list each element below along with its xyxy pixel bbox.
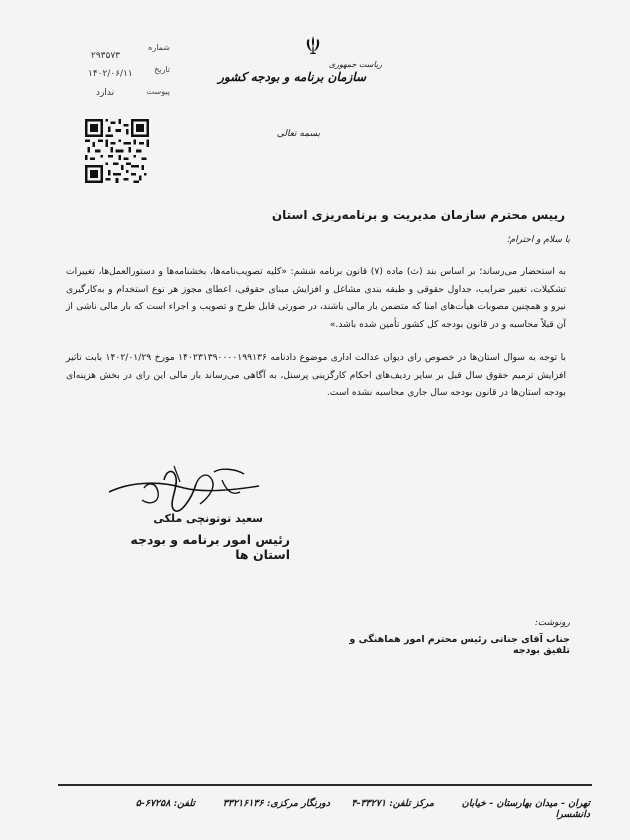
date-label: تاریخ (154, 65, 170, 74)
body-paragraph-1: به استحضار می‌رساند؛ بر اساس بند (ث) ماده (۷) قانون برنامه ششم: «کلیه تصویب‌نامه‌ها، بخشنامه‌ها و دستورالعمل‌ها، تغییرات تشکیلات، تغییر ضرایب، جداول حقوقی و طبقه بندی مشاغل و افزایش مبنای حقوقی، اعطای مجوز هر نوع استخدام و به‌کارگیری نیرو و همچنین مصوبات هیأت‌های امنا که متضمن بار مالی باشند، در صورتی قابل طرح و تصویب و اجراء است که بار مالی ناشی از آن قبلاً محاسبه و در قانون بودجه کل کشور تأمین شده باشد.» (66, 266, 567, 330)
number-label: شماره (148, 43, 170, 52)
cc-title: رونوشت: (534, 618, 570, 628)
attachment-label: پیوست (146, 87, 170, 96)
footer-phone: تلفن: ۶۷۲۵۸-۵ (135, 798, 195, 809)
letter-number: ۲۹۳۵۷۳ (91, 51, 121, 61)
qr-code (85, 119, 149, 183)
footer-center-phone: مرکز تلفن: ۳۳۲۷۱-۴ (351, 798, 434, 809)
footer-fax: دورنگار مرکزی: ۳۳۲۱۶۱۳۶ (222, 798, 330, 809)
signatory-name: سعید توتونچی ملکی (153, 512, 263, 525)
body-paragraph-2: با توجه به سوال استان‌ها در خصوص رای دیوان عدالت اداری موضوع دادنامه ۱۴۰۲۳۱۳۹۰۰۰۰۱۹۹۱۳۶ مورخ ۱۴۰۲/۰۱/۲۹ بابت تاثیر افزایش ترمیم حقوق سال قبل بر سایر ردیف‌های احکام کارگزینی پرسنل، به آگاهی می‌رساند بار مالی این رای در بخش هزینه‌ای بودجه استان‌ها در قانون بودجه سال جاری محاسبه نشده است. (66, 352, 566, 398)
letter-date: ۱۴۰۲/۰۶/۱۱ (88, 69, 133, 79)
iran-emblem-icon (302, 34, 324, 56)
footer-divider (58, 784, 592, 786)
attachment-value: ندارد (96, 88, 115, 98)
salutation: با سلام و احترام؛ (506, 235, 570, 245)
cc-recipient: جناب آقای جناتی رئیس محترم امور هماهنگی و تلفیق بودجه (349, 634, 570, 656)
signatory-title: رئیس امور برنامه و بودجه استان ها (130, 532, 290, 562)
org-line-1: ریاست جمهوری (328, 60, 382, 69)
recipient: رییس محترم سازمان مدیریت و برنامه‌ریزی استان (271, 208, 565, 222)
footer-address: تهران - میدان بهارستان - خیابان دانشسرا (461, 798, 590, 820)
besmellah: بسمه تعالی (276, 129, 320, 139)
handwritten-signature (104, 462, 264, 518)
org-line-2: سازمان برنامه و بودجه کشور (218, 70, 366, 84)
